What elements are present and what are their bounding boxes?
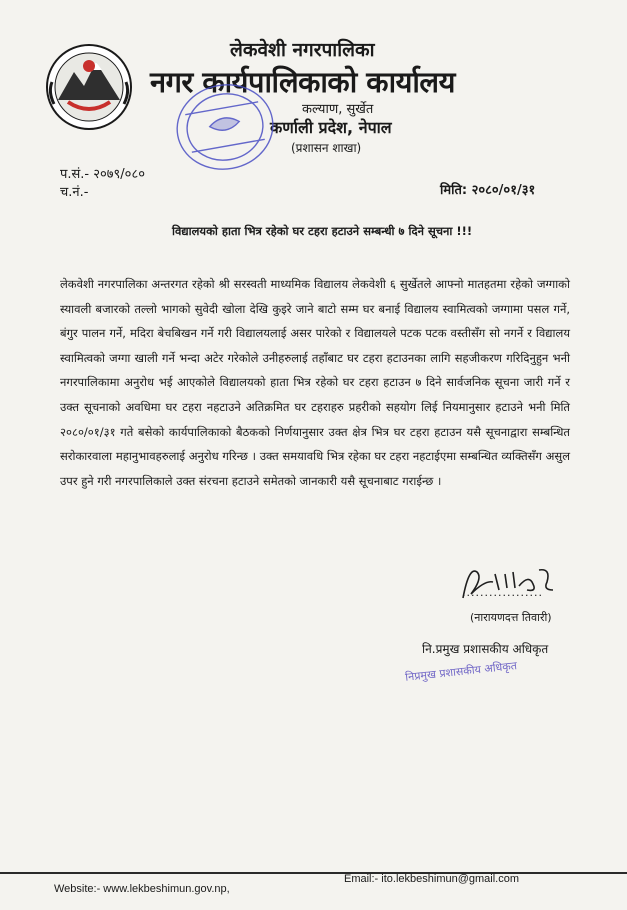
nepal-emblem-icon [44,42,134,132]
footer-website: Website:- www.lekbeshimun.gov.np, [54,883,230,895]
municipality-name: लेकवेशी नगरपालिका [230,39,375,61]
province-name: कर्णाली प्रदेश, नेपाल [270,118,392,137]
signature-line: .................. [462,586,543,599]
designation-stamp: निप्रमुख प्रशासकीय अधिकृत [404,659,518,684]
office-seal-icon [170,78,280,176]
notice-date: मिति: २०८०/०१/३१ [440,183,536,198]
signer-name: (नारायणदत्त तिवारी) [470,611,552,624]
office-title: नगर कार्यपालिकाको कार्यालय [150,65,455,99]
footer-email: Email:- ito.lekbeshimun@gmail.com [344,873,520,885]
footer-divider [0,872,627,874]
handwritten-signature-icon [455,560,565,610]
notice-body: लेकवेशी नगरपालिका अन्तरगत रहेको श्री सरस्वती माध्यमिक विद्यालय लेकवेशी ६ सुर्खेतले आफ्नो मातहतमा रहेको जग्गाको स्यावली बजारको तल्लो भागको सुवेदी खोला देखि कुइरे जाने बाटो सम्म घर बनाई विद्यालय स्वामित्वको जग्गामा पसल गर्ने, बंगुर पालन गर्ने, मदिरा बेचबिखन गर्ने गरी विद्यालयलाई असर पारेको र विद्यालयले पटक पटक वस्तीसँग सो नगर्ने र विद्यालय स्वामित्वको जग्गा खाली गर्ने भन्दा अटेर गरेकोले उनीहरुलाई तहाँबाट घर टहरा हटाउनका लागि सहजीकरण गरिदिनुहुन भनी नगरपालिकामा अनुरोध भई आएकोले विद्यालयको हाता भित्र रहेको घर टहरा हटाउन ७ दिने सार्वजनिक सूचना जारी गर्ने र उक्त सूचनाको अवधिमा घर टहरा नहटाउने अतिक्रमित घर टहराहरु प्रहरीको सहयोग लिई नियमानुसार हटाउने भनी मिति २०८०/०१/३१ गते बसेको कार्यपालिकाको बैठकको निर्णयानुसार उक्त क्षेत्र भित्र घर टहरा हटाउन यसै सूचनाद्वारा सम्बन्धित सरोकारवाला महानुभावहरुलाई अनुरोध गरिन्छ । उक्त समयावधि भित्र रहेका घर टहरा नहटाईएमा सम्बन्धित व्यक्तिसँग असुल उपर हुने गरी नगरपालिकाले उक्त संरचना हटाउने समेतको जानकारी यसै सूचनाबाट गराईन्छ । [60,277,570,488]
branch-name: (प्रशासन शाखा) [291,141,362,155]
signer-title: नि.प्रमुख प्रशासकीय अधिकृत [422,642,549,656]
notice-subject: विद्यालयको हाता भित्र रहेको घर टहरा हटाउने सम्बन्धी ७ दिने सूचना !!! [172,224,473,238]
reference-number: प.सं.- २०७९/०८० [60,167,145,182]
office-location: कल्याण, सुर्खेत [302,102,374,117]
dispatch-number: च.नं.- [60,185,89,200]
